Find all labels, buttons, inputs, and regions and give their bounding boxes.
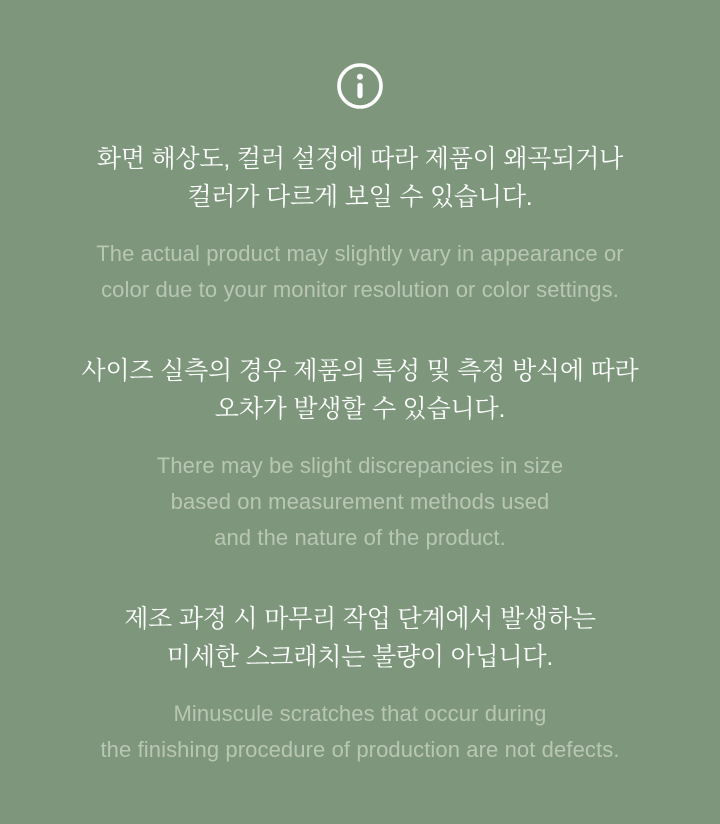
korean-notice-line: 사이즈 실측의 경우 제품의 특성 및 측정 방식에 따라 — [81, 357, 639, 385]
english-notice — [96, 236, 623, 308]
info-icon — [336, 62, 384, 110]
korean-notice — [96, 140, 623, 216]
english-notice-line: and the nature of the product. — [214, 525, 506, 550]
korean-notice-line: 컬러가 다르게 보일 수 있습니다. — [187, 183, 533, 211]
english-notice — [82, 448, 639, 556]
korean-notice-line: 제조 과정 시 마무리 작업 단계에서 발생하는 — [124, 605, 596, 633]
notice-section-scratches — [100, 600, 619, 768]
english-notice — [100, 696, 619, 768]
korean-notice — [100, 600, 619, 676]
english-notice-line: the finishing procedure of production are not defects. — [100, 737, 620, 762]
english-notice-line: There may be slight discrepancies in size — [156, 453, 564, 478]
notice-section-display — [96, 140, 623, 308]
korean-notice-line: 오차가 발생할 수 있습니다. — [214, 395, 506, 423]
korean-notice-line: 화면 해상도, 컬러 설정에 따라 제품이 왜곡되거나 — [96, 145, 624, 173]
english-notice-line: color due to your monitor resolution or color settings. — [101, 277, 619, 302]
english-notice-line: The actual product may slightly vary in appearance or — [96, 241, 624, 266]
notice-section-size — [82, 352, 639, 556]
korean-notice-line: 미세한 스크래치는 불량이 아닙니다. — [166, 643, 554, 671]
korean-notice — [82, 352, 639, 428]
english-notice-line: based on measurement methods used — [170, 489, 550, 514]
english-notice-line: Minuscule scratches that occur during — [173, 701, 547, 726]
